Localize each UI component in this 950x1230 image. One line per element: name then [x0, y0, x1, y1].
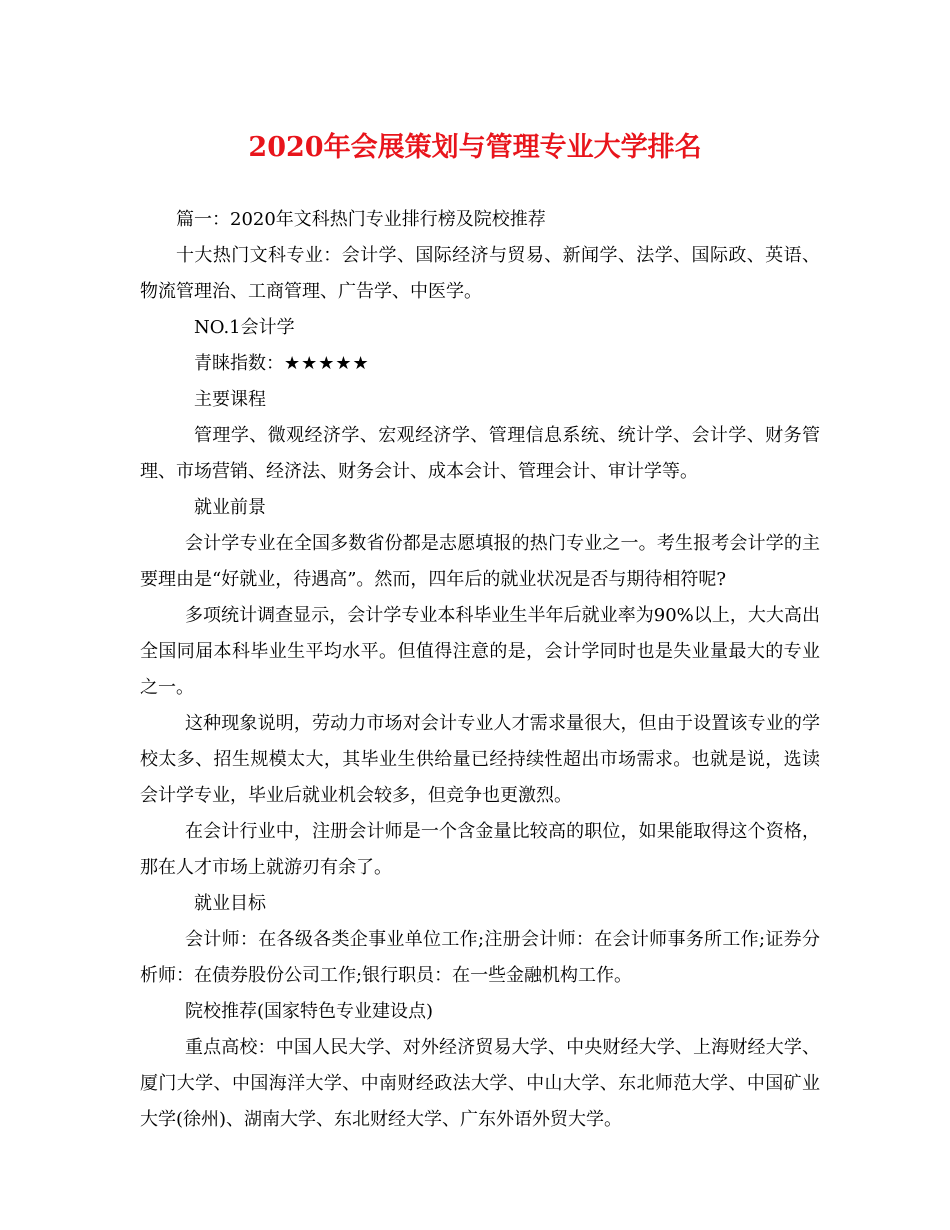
paragraph-courses-heading: 主要课程	[194, 389, 266, 410]
rating-stars: ★★★★★	[284, 353, 370, 374]
paragraph-prospects: 会计学专业在全国多数省份都是志愿填报的热门专业之一。考生报考会计学的主要理由是“好就业，待遇高”。然而，四年后的就业状况是否与期待相符呢?	[140, 533, 820, 590]
document-body	[140, 202, 820, 1138]
paragraph-schools: 重点高校：中国人民大学、对外经济贸易大学、中央财经大学、上海财经大学、厦门大学、中国海洋大学、中南财经政法大学、中山大学、东北师范大学、中国矿业大学(徐州)、湖南大学、东北财经大学、广东外语外贸大学。	[140, 1037, 820, 1130]
paragraph-prospects-heading: 就业前景	[194, 497, 266, 518]
paragraph-major-number: NO.1会计学	[194, 317, 295, 338]
paragraph-schools-heading: 院校推荐(国家特色专业建设点)	[185, 1001, 434, 1022]
paragraph-courses: 管理学、微观经济学、宏观经济学、管理信息系统、统计学、会计学、财务管理、市场营销、经济法、财务会计、成本会计、管理会计、审计学等。	[140, 425, 820, 482]
paragraph-top-ten-majors: 十大热门文科专业：会计学、国际经济与贸易、新闻学、法学、国际政、英语、物流管理治、工商管理、广告学、中医学。	[140, 245, 820, 302]
paragraph-targets: 会计师：在各级各类企事业单位工作;注册会计师：在会计师事务所工作;证券分析师：在债券股份公司工作;银行职员：在一些金融机构工作。	[140, 929, 820, 986]
paragraph-targets-heading: 就业目标	[194, 893, 266, 914]
rating-label: 青睐指数：	[194, 353, 284, 374]
document-title: 2020年会展策划与管理专业大学排名	[248, 132, 702, 163]
paragraph-statistics: 多项统计调查显示，会计学专业本科毕业生半年后就业率为90%以上，大大高出全国同届本科毕业生平均水平。但值得注意的是，会计学同时也是失业量最大的专业之一。	[140, 605, 820, 698]
paragraph-section-heading: 篇一：2020年文科热门专业排行榜及院校推荐	[176, 209, 546, 230]
paragraph-cpa: 在会计行业中，注册会计师是一个含金量比较高的职位，如果能取得这个资格，那在人才市场上就游刃有余了。	[140, 821, 820, 878]
paragraph-rating	[140, 346, 820, 382]
paragraph-phenomenon: 这种现象说明，劳动力市场对会计专业人才需求量很大，但由于设置该专业的学校太多、招生规模太大，其毕业生供给量已经持续性超出市场需求。也就是说，选读会计学专业，毕业后就业机会较多，但竞争也更激烈。	[140, 713, 820, 806]
